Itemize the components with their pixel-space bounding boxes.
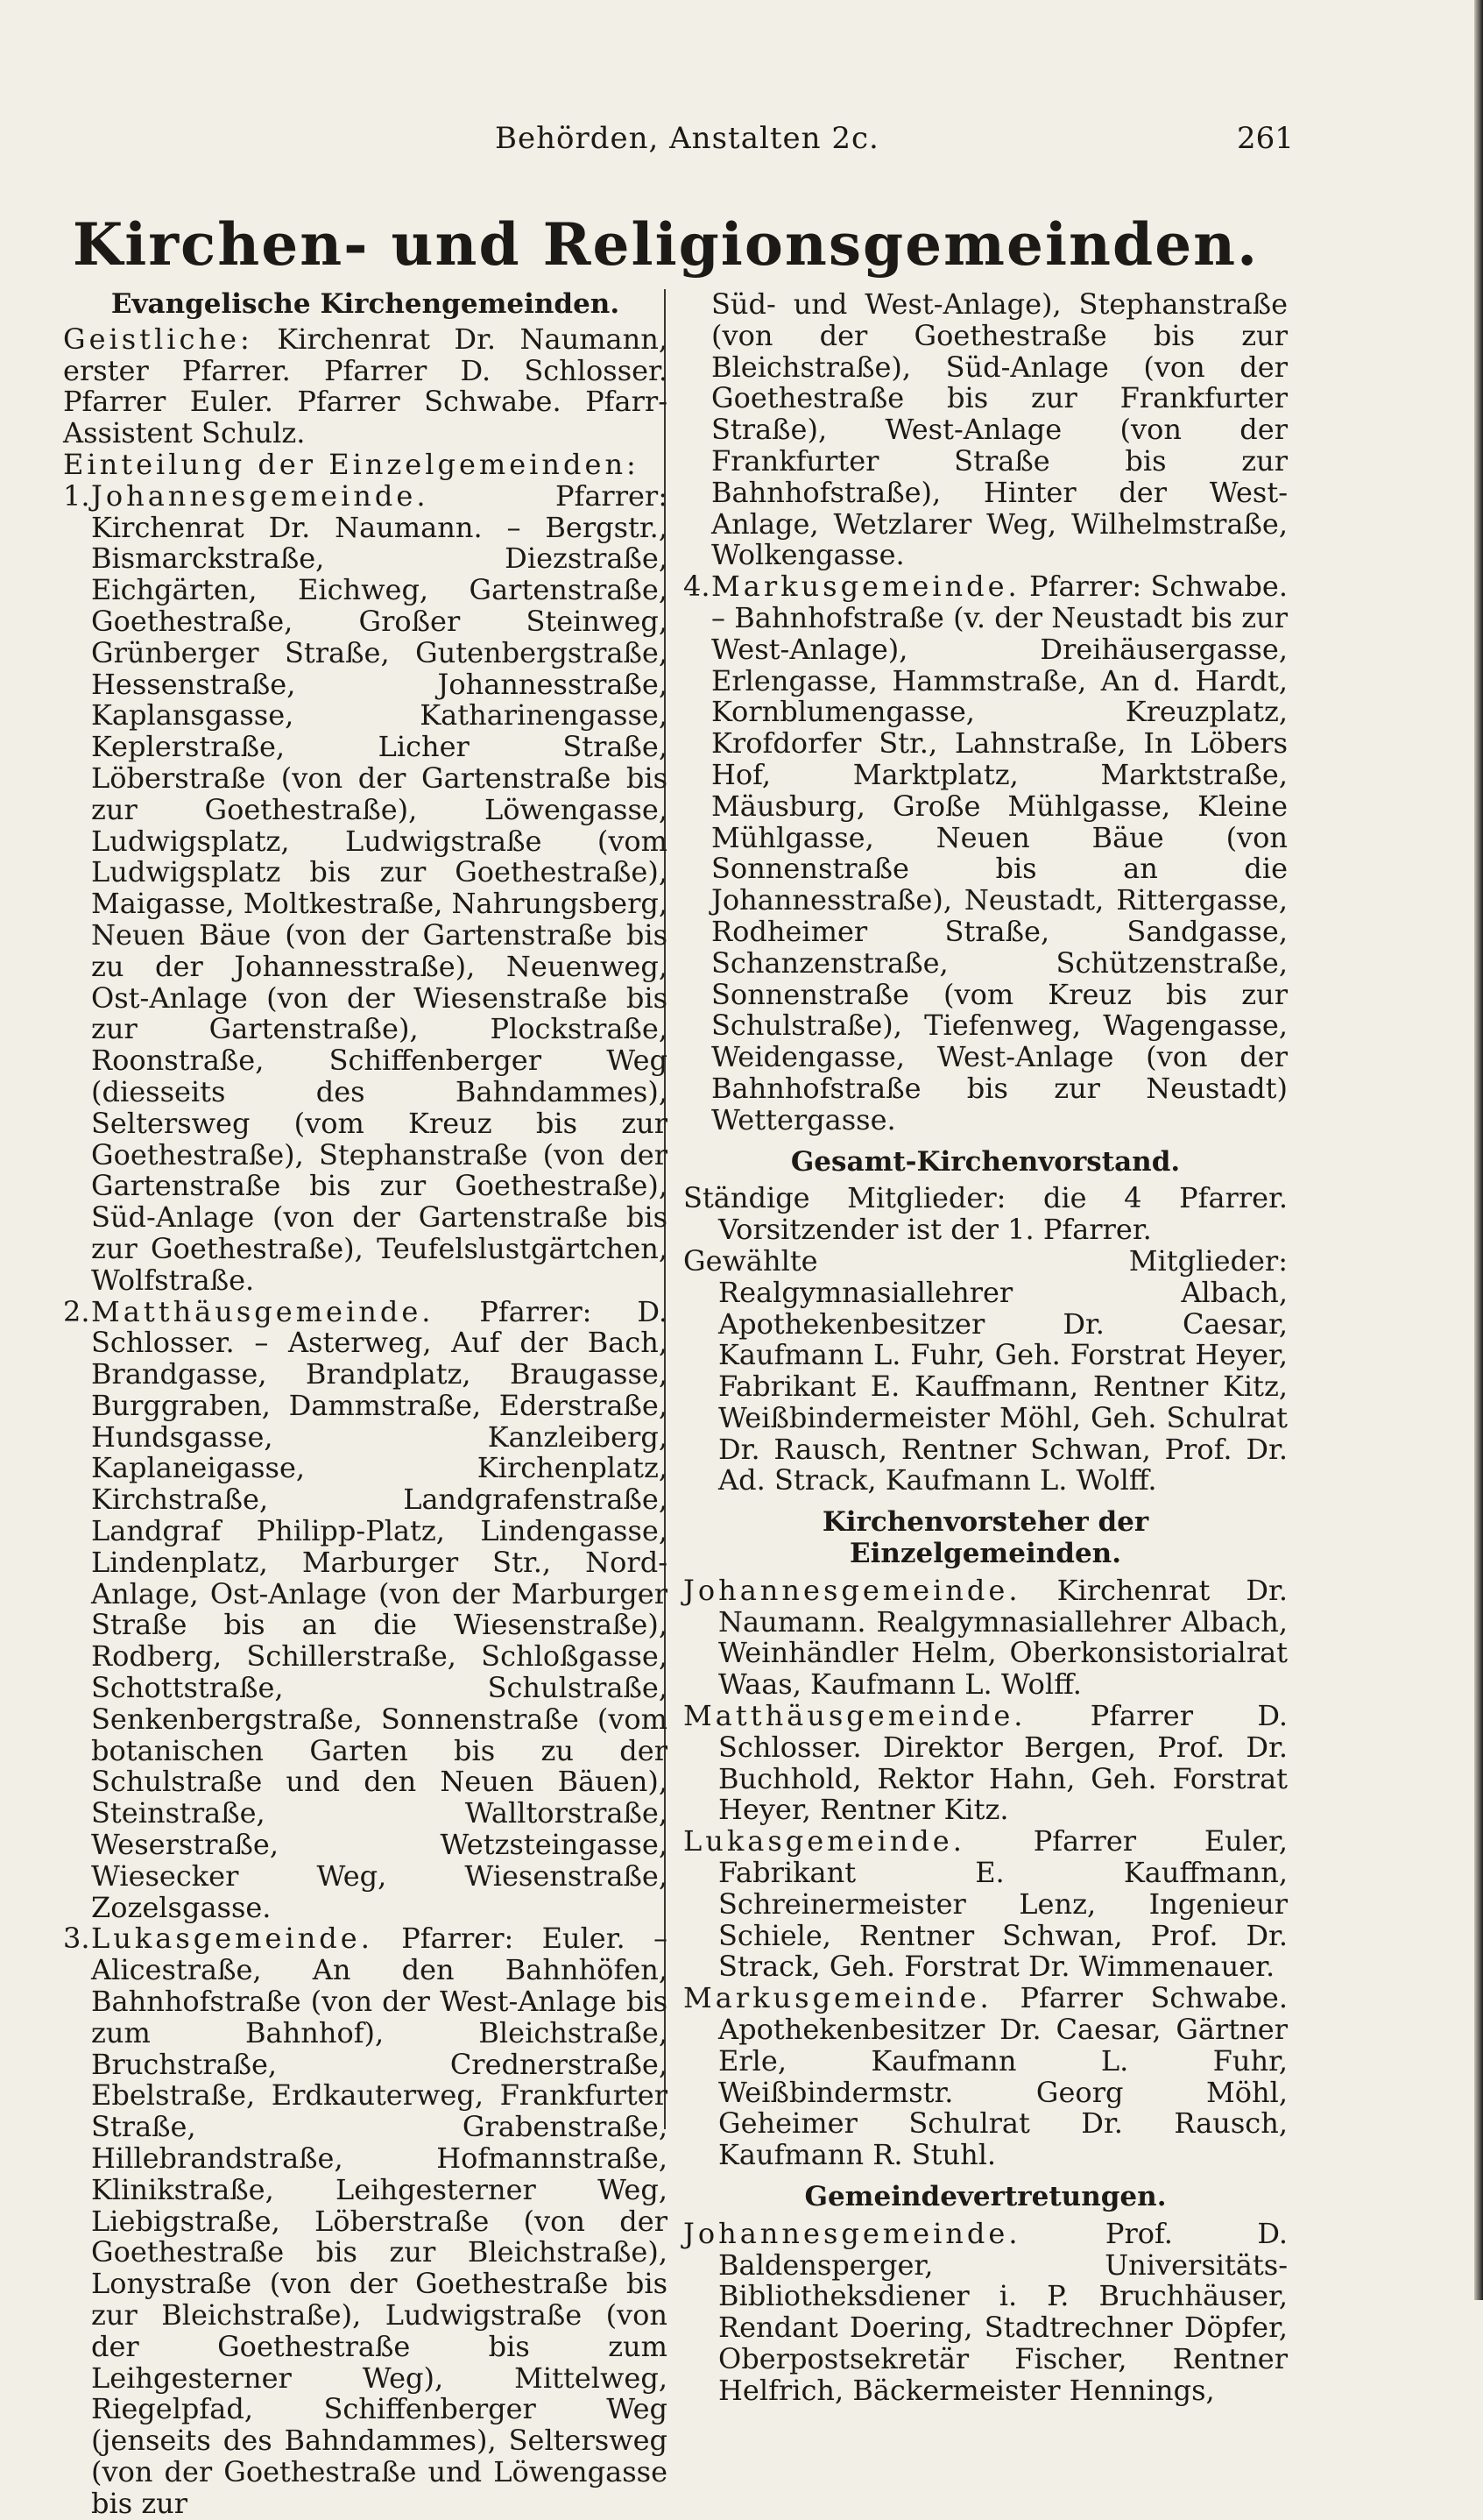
parish-item-2 [63, 1294, 668, 1924]
section-heading-representatives: Gemeindevertretungen. [804, 2181, 1167, 2213]
left-column [63, 289, 667, 2520]
page-edge-shadow [1474, 0, 1483, 2300]
parish-number: 4. [683, 570, 710, 604]
parish-streets: Pfarrer: Euler. – Alicestraße, An den Bahnhöfen, Bahnhofstraße (von der West-Anlage bis zum Bahnhof), Bleichstraße, Bruchstraße, Crednerstraße, Ebelstraße, Erdkauterweg, Frankfurter Straße, Grabenstraße, Hillebrandstraße, Hofmannstraße, Klinikstraße, Leihgesterner Weg, Liebigstraße, Löberstraße (von der Goethestraße bis zur Bleichstraße), Lonystraße (von der Goethestraße bis zur Bleichstraße), Ludwigstraße (von der Goethestraße bis zum Leihgesterner Weg), Mittelweg, Riegelpfad, Schiffenberger Weg (jenseits des Bahndammes), Seltersweg (von der Goethestraße und Löwengasse bis zur [91, 1922, 668, 2520]
division-label: Einteilung der Einzelgemeinden: [63, 447, 639, 481]
elders-parish-name: Johannesgemeinde. [683, 1573, 1021, 1607]
elders-entry [683, 1575, 1288, 1701]
page-header [0, 121, 1314, 173]
parish-item-4 [683, 571, 1288, 1136]
elders-members: Pfarrer Euler, Fabrikant E. Kauffmann, Schreinermeister Lenz, Ingenieur Schiele, Rentner Schwan, Prof. Dr. Strack, Geh. Forstrat Dr. Wimmenauer. [718, 1824, 1289, 1984]
parish-body [711, 571, 1288, 1136]
parish-streets: Pfarrer: D. Schlosser. – Asterweg, Auf der Bach, Brandgasse, Brandplatz, Braugasse, Burggraben, Dammstraße, Ederstraße, Hundsgasse, Kanzleiberg, Kaplaneigasse, Kirchenplatz, Kirchstraße, Landgrafenstraße, Landgraf Philipp-Platz, Lindengasse, Lindenplatz, Marburger Str., Nord-Anlage, Ost-Anlage (von der Marburger Straße bis an die Wiesenstraße), Rodberg, Schillerstraße, Schloßgasse, Schottstraße, Schulstraße, Senkenbergstraße, Sonnenstraße (vom botanischen Garten bis zu der Schulstraße und den Neuen Bäuen), Steinstraße, Walltorstraße, Weserstraße, Wetzsteingasse, Wiesecker Weg, Wiesenstraße, Zozelsgasse. [91, 1294, 668, 1924]
running-head: Behörden, Anstalten 2c. [495, 121, 879, 156]
representatives-members: Prof. D. Baldensperger, Universitäts-Bibliotheksdiener i. P. Bruchhäuser, Rendant Doering, Stadtrechner Döpfer, Oberpostsekretär Fischer, Rentner Helfrich, Bäckermeister Hennings, [718, 2216, 1288, 2407]
parish-item-3 [63, 1923, 667, 2519]
continuation-text: Süd- und West-Anlage), Stephanstraße (von der Goethestraße bis zur Bleichstraße), Süd-Anlage (von der Goethestraße bis zur Frankfurter Straße), West-Anlage (von der Frankfurter Straße bis zur Bahnhofstraße), Hinter der West-Anlage, Wetzlarer Weg, Wilhelmstraße, Wolkengasse. [711, 287, 1288, 572]
section-heading-elders: Kirchenvorsteher der Einzelgemeinden. [822, 1506, 1149, 1570]
elders-entry [683, 1983, 1288, 2171]
parish-number: 1. [63, 478, 90, 513]
clergy-text: Kirchenrat Dr. Naumann, erster Pfarrer. Pfarrer D. Schlosser. Pfarrer Euler. Pfarrer Schwabe. Pfarr-Assistent Schulz. [63, 322, 667, 450]
parish-body [91, 1294, 668, 1924]
parish-item-3-continued [683, 289, 1288, 571]
page-title: Kirchen- und Religionsgemeinden. [72, 210, 1260, 279]
division-paragraph [63, 449, 667, 481]
parish-name: Lukasgemeinde. [91, 1922, 373, 1956]
parish-streets: Pfarrer: Schwabe. – Bahnhofstraße (v. der Neustadt bis zur West-Anlage), Dreihäusergasse, Erlengasse, Hammstraße, An d. Hardt, Kornblumengasse, Kreuzplatz, Krofdorfer Str., Lahnstraße, In Löbers Hof, Marktplatz, Marktstraße, Mäusburg, Große Mühlgasse, Kleine Mühlgasse, Neuen Bäue (von Sonnenstraße bis an die Johannesstraße), Neustadt, Rittergasse, Rodheimer Straße, Sandgasse, Schanzenstraße, Schützenstraße, Sonnenstraße (vom Kreuz bis zur Schulstraße), Tiefenweg, Wagengasse, Weidengasse, West-Anlage (von der Bahnhofstraße bis zur Neustadt) Wettergasse. [711, 570, 1288, 1136]
elders-entry [683, 1826, 1288, 1983]
parish-body [91, 1923, 667, 2519]
elders-entry [683, 1701, 1288, 1826]
section-heading-evangelical: Evangelische Kirchengemeinden. [110, 288, 620, 320]
parish-name: Markusgemeinde. [711, 570, 1020, 604]
elders-members: Pfarrer D. Schlosser. Direktor Bergen, Prof. Dr. Buchhold, Rektor Hahn, Geh. Forstrat Heyer, Rentner Kitz. [718, 1699, 1289, 1827]
parish-item-1 [63, 478, 668, 1297]
elders-parish-name: Matthäusgemeinde. [683, 1699, 1027, 1733]
elders-parish-name: Markusgemeinde. [683, 1981, 992, 2015]
parish-name: Johannesgemeinde. [91, 478, 429, 513]
parish-number: 3. [63, 1922, 90, 1956]
representatives-entry [683, 2216, 1288, 2407]
parish-name: Matthäusgemeinde. [91, 1294, 434, 1328]
elders-members: Kirchenrat Dr. Naumann. Realgymnasiallehrer Albach, Weinhändler Helm, Oberkonsistorialrat Waas, Kaufmann L. Wolff. [718, 1573, 1289, 1702]
board-standing-members: Ständige Mitglieder: die 4 Pfarrer. Vorsitzender ist der 1. Pfarrer. [683, 1181, 1288, 1247]
elders-parish-name: Lukasgemeinde. [683, 1824, 965, 1858]
parish-streets: Pfarrer: Kirchenrat Dr. Naumann. – Bergstr., Bismarckstraße, Diezstraße, Eichgärten, Eichweg, Gartenstraße, Goethestraße, Großer Steinweg, Grünberger Straße, Gutenbergstraße, Hessenstraße, Johannesstraße, Kaplansgasse, Katharinengasse, Keplerstraße, Licher Straße, Löberstraße (von der Gartenstraße bis zur Goethestraße), Löwengasse, Ludwigsplatz, Ludwigstraße (vom Ludwigsplatz bis zur Goethestraße), Maigasse, Moltkestraße, Nahrungsberg, Neuen Bäue (von der Gartenstraße bis zu der Johannesstraße), Neuenweg, Ost-Anlage (von der Wiesenstraße bis zur Gartenstraße), Plockstraße, Roonstraße, Schiffenberger Weg (diesseits des Bahndammes), Seltersweg (vom Kreuz bis zur Goethestraße), Stephanstraße (von der Gartenstraße bis zur Goethestraße), Süd-Anlage (von der Gartenstraße bis zur Goethestraße), Teufelslustgärtchen, Wolfstraße. [91, 478, 668, 1297]
parish-body [91, 478, 668, 1297]
board-elected-members: Gewählte Mitglieder: Realgymnasiallehrer Albach, Apothekenbesitzer Dr. Caesar, Kaufmann L. Fuhr, Geh. Forstrat Heyer, Fabrikant E. Kauffmann, Rentner Kitz, Weißbindermeister Möhl, Geh. Schulrat Dr. Rausch, Rentner Schwan, Prof. Dr. Ad. Strack, Kaufmann L. Wolff. [683, 1243, 1288, 1497]
page-number: 261 [1237, 121, 1294, 156]
representatives-parish-name: Johannesgemeinde. [683, 2216, 1021, 2250]
section-heading-board: Gesamt-Kirchenvorstand. [790, 1145, 1181, 1178]
clergy-paragraph [63, 324, 667, 449]
right-column [683, 289, 1288, 2407]
elders-members: Pfarrer Schwabe. Apothekenbesitzer Dr. Caesar, Gärtner Erle, Kaufmann L. Fuhr, Weißbindermstr. Georg Möhl, Geheimer Schulrat Dr. Rausch, Kaufmann R. Stuhl. [718, 1981, 1288, 2172]
parish-number: 2. [63, 1294, 90, 1328]
clergy-label: Geistliche: [63, 322, 253, 356]
